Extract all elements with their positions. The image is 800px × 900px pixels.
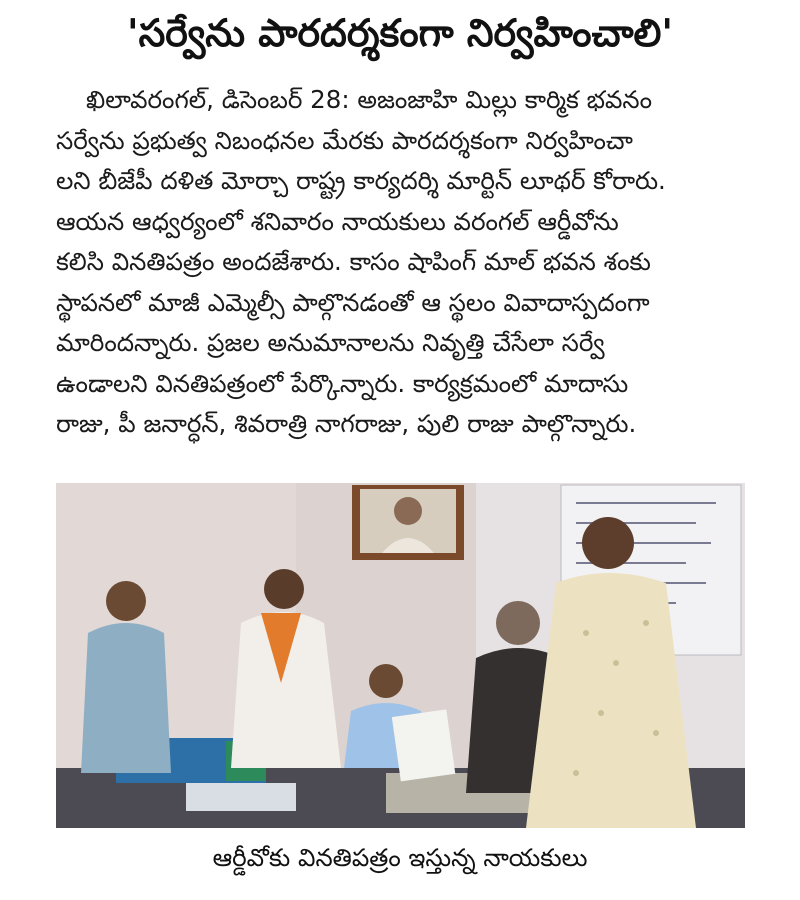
article-line: ఖిలావరంగల్, డిసెంబర్ 28: అజంజాహి మిల్లు కార్మిక భవనం	[86, 85, 653, 114]
article-line: లని బీజేపీ దళిత మోర్చా రాష్ట్ర కార్యదర్శి మార్టిన్ లూథర్ కోరారు.	[56, 166, 666, 195]
article-line: స్థాపనలో మాజీ ఎమ్మెల్సీ పాల్గొనడంతో ఆ స్థలం వివాదాస్పదంగా	[56, 287, 650, 317]
article-line: మారిందన్నారు. ప్రజల అనుమానాలను నివృత్తి చేసేలా సర్వే	[56, 328, 605, 357]
photo-illustration	[56, 483, 745, 828]
article-body	[56, 80, 746, 445]
article-line: సర్వేను ప్రభుత్వ నిబంధనల మేరకు పారదర్శకంగా నిర్వహించా	[56, 125, 633, 155]
article-line: ఆయన ఆధ్వర్యంలో శనివారం నాయకులు వరంగల్ ఆర్డీవోను	[56, 206, 619, 236]
article-line: కలిసి వినతిపత్రం అందజేశారు. కాసం షాపింగ్ మాల్ భవన శంకు	[56, 247, 651, 276]
article-line: రాజు, పీ జనార్ధన్, శివరాత్రి నాగరాజు, పులి రాజు పాల్గొన్నారు.	[56, 409, 637, 438]
news-photo	[56, 483, 745, 828]
article-line: ఉండాలని వినతిపత్రంలో పేర్కొన్నారు. కార్యక్రమంలో మాదాసు	[56, 368, 629, 398]
photo-caption: ఆర్డీవోకు వినతిపత్రం ఇస్తున్న నాయకులు	[212, 843, 588, 872]
headline: 'సర్వేను పారదర్శకంగా నిర్వహించాలి'	[127, 11, 673, 55]
